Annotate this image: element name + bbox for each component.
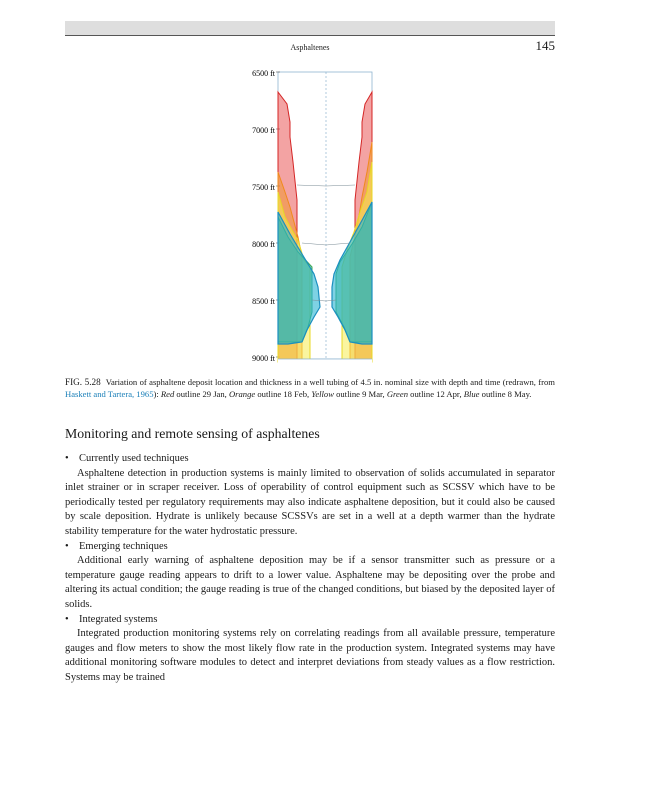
bullet-label: Emerging techniques [79, 540, 168, 552]
paragraph: Integrated production monitoring systems rely on correlating readings from all available pressure, temperature gauges and flow meters to show the most likely flow rate in the production system. Integrated systems may have additional monitoring software modules to detect and interpret deviations from steady values as a flow restriction. Systems may be trained [65, 628, 555, 683]
paragraph: Additional early warning of asphaltene deposition may be if a sensor transmitter such as pressure or a temperature gauge reading appears to drift to a lower value. Asphaltene may be depositing over the probe and altering its actual condition; the gauge reading is true of the changed conditions, but biased by the deposited layer of solids. [65, 555, 555, 610]
asphaltene-deposit-figure [230, 62, 380, 372]
legend-orange-word: Orange [228, 389, 256, 400]
legend-blue-text: outline 8 May. [479, 389, 532, 400]
bullet-dot: • [65, 453, 69, 464]
bullet-item [65, 540, 555, 555]
depth-label-8500: 8500 ft [252, 297, 275, 306]
depth-label-7500: 7500 ft [252, 183, 275, 192]
caption-text: Variation of asphaltene deposit location and thickness in a well tubing of 4.5 in. nominal size with depth and time (redrawn, from [105, 377, 555, 387]
legend-orange-text: outline 18 Feb, [255, 389, 312, 400]
section-body [65, 452, 555, 686]
bullet-label: Integrated systems [79, 613, 158, 625]
legend-blue-word: Blue [463, 389, 480, 400]
paragraph: Asphaltene detection in production systems is mainly limited to observation of solids accumulated in separator inlet strainer or in scraper receiver. Loss of operability of control equipment such as SCSSV which have to be periodically tested per regulatory requirements may also indicate asphaltene deposition, but it could also be caused by scale deposition. Hydrate is unlikely because SCSSVs are set in a well at a depth warmer than the hydrate stability temperature for the water hydrostatic pressure. [65, 467, 555, 537]
legend-green-text: outline 12 Apr, [408, 389, 464, 400]
top-header-bar [65, 21, 555, 35]
section-heading: Monitoring and remote sensing of asphaltenes [65, 426, 320, 441]
legend-red-word: Red [160, 389, 175, 400]
figure-label: FIG. 5.28 [65, 377, 101, 387]
deposit-blue-left [278, 212, 320, 344]
header-rule [65, 35, 555, 36]
running-head: Asphaltenes [290, 43, 330, 52]
legend-red-text: outline 29 Jan, [174, 389, 229, 400]
bullet-dot: • [65, 613, 69, 625]
bullet-item [65, 613, 555, 628]
depth-label-6500: 6500 ft [252, 69, 275, 78]
caption-reference-link[interactable]: Haskett and Tartera, 1965 [65, 389, 154, 400]
depth-label-7000: 7000 ft [252, 126, 275, 135]
legend-yellow-text: outline 9 Mar, [333, 389, 387, 400]
caption-after-ref: ): [153, 389, 161, 400]
figure-caption [65, 376, 555, 401]
depth-label-8000: 8000 ft [252, 240, 275, 249]
legend-green-word: Green [386, 389, 408, 400]
bullet-label: Currently used techniques [79, 453, 189, 464]
bullet-item [65, 452, 555, 467]
legend-yellow-word: Yellow [311, 389, 334, 400]
bullet-dot: • [65, 540, 69, 552]
depth-label-9000: 9000 ft [252, 354, 275, 363]
deposit-blue-right [332, 202, 372, 344]
page-number: 145 [535, 38, 555, 53]
